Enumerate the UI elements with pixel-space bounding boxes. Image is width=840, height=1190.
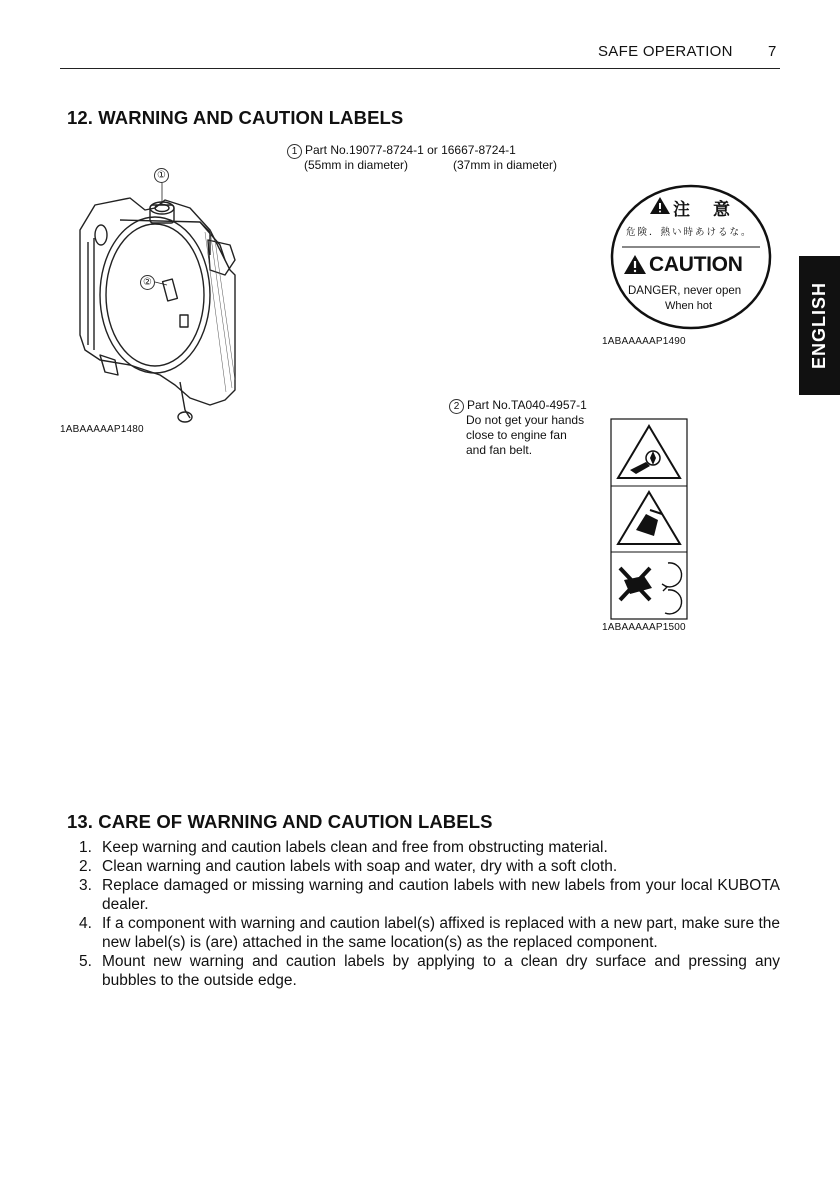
care-item	[67, 952, 780, 990]
header-rule	[60, 68, 780, 69]
section-13-title: 13. CARE OF WARNING AND CAUTION LABELS	[67, 811, 493, 832]
care-item-number: 3.	[79, 877, 92, 894]
label-1-size-a: (55mm in diameter)	[304, 158, 409, 172]
label-2-line-3: close to engine fan	[466, 428, 567, 442]
section-12-title: 12. WARNING AND CAUTION LABELS	[67, 107, 404, 128]
label-1-size-b: (37mm in diameter)	[453, 158, 558, 172]
figure-caption-fan: 1ABAAAAAP1500	[602, 622, 686, 633]
label-2-marker: 2	[449, 399, 464, 414]
label-2-line-2: Do not get your hands	[466, 413, 585, 427]
callout-1-radiator: ①	[154, 168, 169, 183]
care-item-number: 5.	[79, 953, 92, 970]
care-item-text: If a component with warning and caution label(s) affixed is replaced with a new part, make sure the new label(s) is (are) attached in the same location(s) as the replaced component.	[102, 915, 780, 951]
label-2-part-number: Part No.TA040-4957-1	[467, 398, 587, 412]
fan-warning-label-graphic	[610, 418, 688, 620]
caution-label-word: CAUTION	[649, 253, 743, 276]
care-item-number: 4.	[79, 915, 92, 932]
care-item	[67, 914, 780, 952]
label-1-part-number: Part No.19077-8724-1 or 16667-8724-1	[305, 143, 516, 157]
language-tab-label: ENGLISH	[809, 281, 830, 370]
label-2-description	[449, 398, 587, 414]
care-item-number: 1.	[79, 839, 92, 856]
caution-label-when-hot: When hot	[665, 300, 713, 312]
radiator-illustration	[60, 160, 260, 430]
caution-label-danger-line: DANGER, never open	[628, 285, 742, 297]
figure-caption-caution: 1ABAAAAAP1490	[602, 336, 686, 347]
language-tab	[799, 256, 840, 395]
label-2-line-4: and fan belt.	[466, 443, 533, 457]
care-item-number: 2.	[79, 858, 92, 875]
callout-2-radiator: ②	[140, 275, 155, 290]
care-item-text: Clean warning and caution labels with soap and water, dry with a soft cloth.	[102, 858, 618, 875]
care-item-text: Mount new warning and caution labels by applying to a clean dry surface and pressing any bubbles to the outside edge.	[102, 953, 780, 989]
figure-caption-radiator: 1ABAAAAAP1480	[60, 424, 144, 435]
care-instructions-list	[67, 838, 780, 990]
care-item	[67, 857, 780, 876]
label-1-description	[287, 143, 516, 159]
caution-label-jp-heading: 注 意	[673, 200, 733, 220]
care-item-text: Keep warning and caution labels clean and free from obstructing material.	[102, 839, 608, 856]
caution-label-jp-text: 危険．熱い時あけるな。	[626, 227, 753, 238]
label-1-marker: 1	[287, 144, 302, 159]
care-item	[67, 876, 780, 914]
running-header: SAFE OPERATION	[598, 43, 733, 60]
care-item	[67, 838, 780, 857]
page-number: 7	[768, 43, 777, 60]
care-item-text: Replace damaged or missing warning and caution labels with new labels from your local KUBOTA dealer.	[102, 877, 780, 913]
